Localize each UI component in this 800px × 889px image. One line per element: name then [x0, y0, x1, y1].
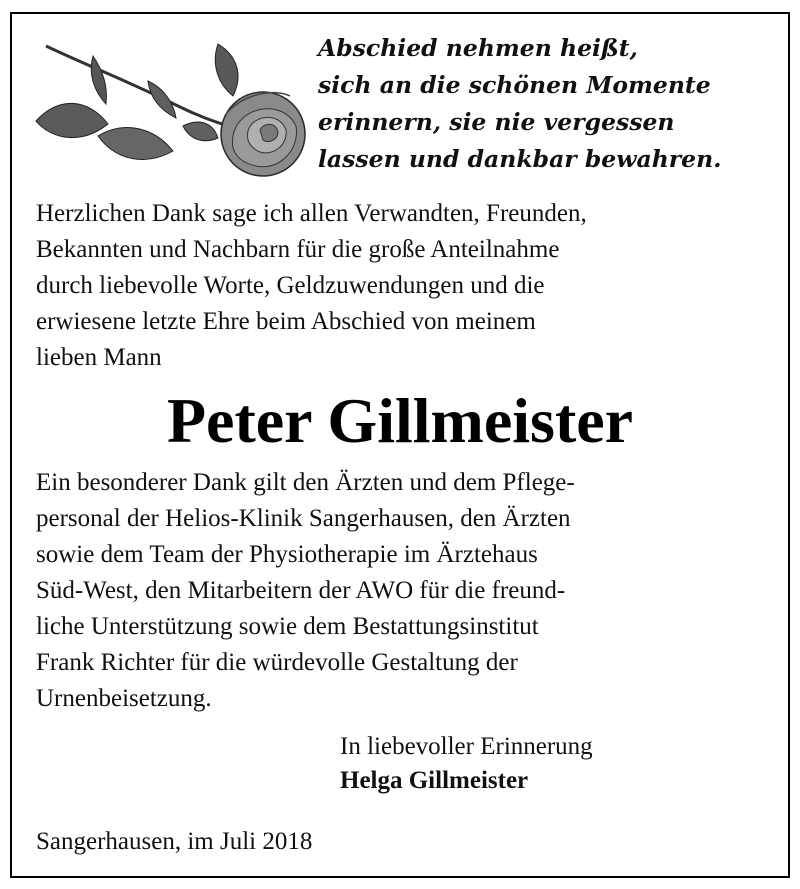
- thanks-line: Süd-West, den Mitarbeitern der AWO für die freund-: [36, 577, 566, 604]
- thanks-line: Urnenbeisetzung.: [36, 685, 212, 712]
- quote-line: erinnern, sie nie vergessen: [318, 108, 675, 136]
- deceased-name: Peter Gillmeister: [166, 385, 634, 456]
- quote-line: Abschied nehmen heißt,: [318, 34, 638, 62]
- signature-phrase: In liebevoller Erinnerung: [340, 733, 593, 760]
- thanks-line: sowie dem Team der Physiotherapie im Ärztehaus: [36, 541, 538, 568]
- intro-line: lieben Mann: [36, 344, 162, 371]
- intro-line: Herzlichen Dank sage ich allen Verwandten, Freunden,: [36, 200, 587, 227]
- thanks-line: Frank Richter für die würdevolle Gestaltung der: [36, 649, 518, 676]
- signature-name: Helga Gillmeister: [340, 767, 529, 794]
- intro-line: Bekannten und Nachbarn für die große Anteilnahme: [36, 236, 560, 263]
- thanks-line: Ein besonderer Dank gilt den Ärzten und dem Pflege-: [36, 469, 575, 496]
- farewell-quote: [318, 30, 778, 178]
- rose-icon: [28, 26, 308, 191]
- intro-line: durch liebevolle Worte, Geldzuwendungen und die: [36, 272, 545, 299]
- place-date: Sangerhausen, im Juli 2018: [36, 828, 313, 855]
- quote-line: sich an die schönen Momente: [318, 71, 711, 99]
- thanks-paragraph: [36, 465, 575, 717]
- intro-paragraph: [36, 196, 587, 376]
- thanks-line: liche Unterstützung sowie dem Bestattungsinstitut: [36, 613, 539, 640]
- signature-block: [340, 730, 593, 798]
- intro-line: erwiesene letzte Ehre beim Abschied von meinem: [36, 308, 536, 335]
- quote-line: lassen und dankbar bewahren.: [318, 145, 722, 173]
- thanks-line: personal der Helios-Klinik Sangerhausen, den Ärzten: [36, 505, 571, 532]
